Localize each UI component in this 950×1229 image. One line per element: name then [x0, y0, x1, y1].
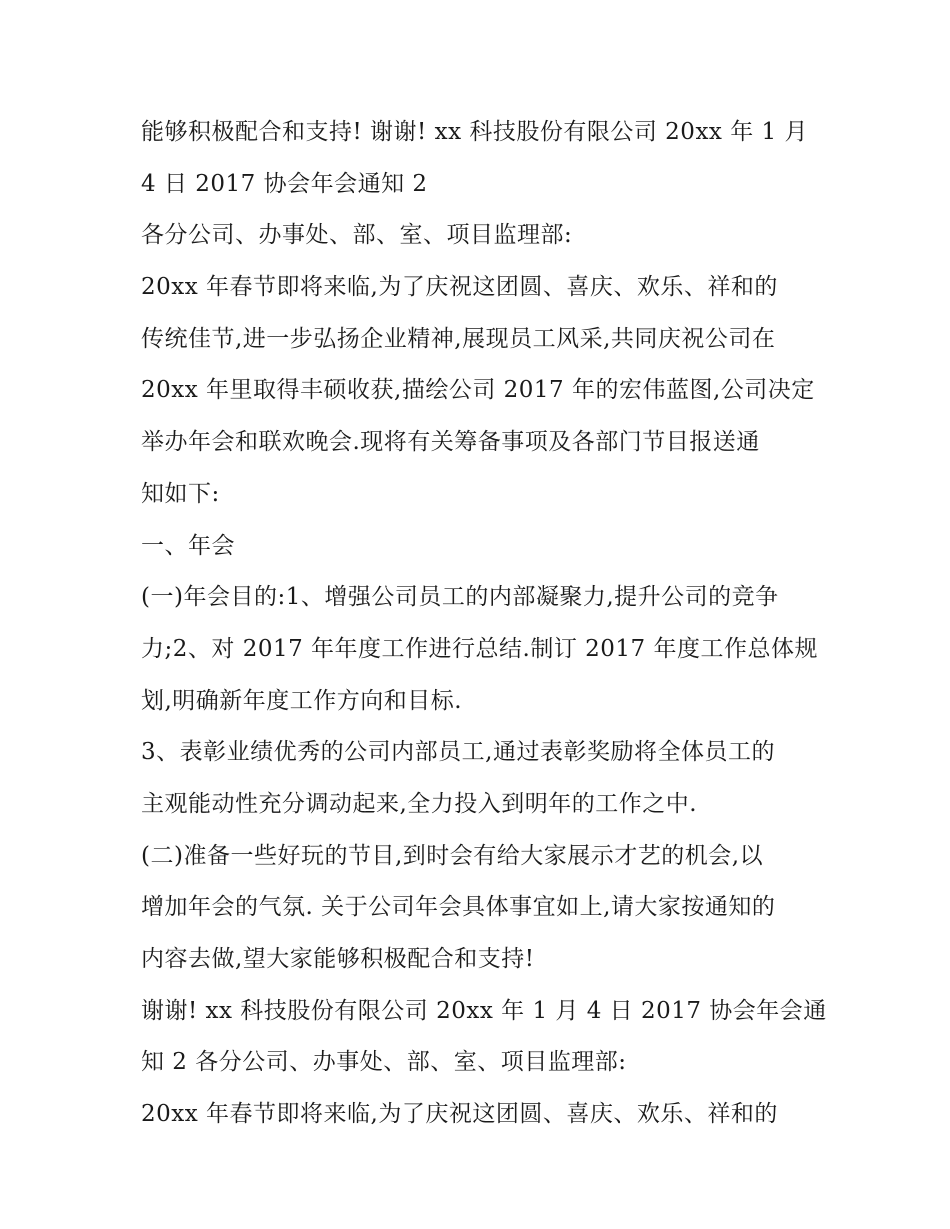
text-line: 增加年会的气氛. 关于公司年会具体事宜如上,请大家按通知的: [141, 894, 776, 921]
text-line: 20xx 年里取得丰硕收获,描绘公司 2017 年的宏伟蓝图,公司决定: [141, 377, 815, 404]
text-line: 各分公司、办事处、部、室、项目监理部:: [141, 222, 573, 249]
text-line: 20xx 年春节即将来临,为了庆祝这团圆、喜庆、欢乐、祥和的: [141, 274, 778, 301]
text-line: 知 2 各分公司、办事处、部、室、项目监理部:: [141, 1049, 627, 1076]
text-line: 4 日 2017 协会年会通知 2: [141, 170, 428, 197]
document-body: [141, 107, 827, 1141]
text-line: 主观能动性充分调动起来,全力投入到明年的工作之中.: [141, 790, 698, 817]
text-line: (一)年会目的:1、增强公司员工的内部凝聚力,提升公司的竞争: [141, 584, 779, 611]
text-line: 传统佳节,进一步弘扬企业精神,展现员工风采,共同庆祝公司在: [141, 325, 776, 352]
text-line: 20xx 年春节即将来临,为了庆祝这团圆、喜庆、欢乐、祥和的: [141, 1101, 778, 1128]
text-line: 力;2、对 2017 年年度工作进行总结.制订 2017 年度工作总体规: [141, 635, 819, 662]
text-line: (二)准备一些好玩的节目,到时会有给大家展示才艺的机会,以: [141, 842, 764, 869]
text-line: 能够积极配合和支持! 谢谢! xx 科技股份有限公司 20xx 年 1 月: [141, 119, 808, 145]
text-line: 内容去做,望大家能够积极配合和支持!: [141, 946, 535, 972]
text-line: 3、表彰业绩优秀的公司内部员工,通过表彰奖励将全体员工的: [141, 739, 775, 766]
text-line: 划,明确新年度工作方向和目标.: [141, 687, 463, 714]
text-line: 举办年会和联欢晚会.现将有关筹备事项及各部门节目报送通: [141, 429, 760, 456]
section-heading: 一、年会: [141, 532, 235, 559]
text-line: 谢谢! xx 科技股份有限公司 20xx 年 1 月 4 日 2017 协会年会通: [141, 997, 827, 1024]
text-line: 知如下:: [141, 480, 220, 507]
